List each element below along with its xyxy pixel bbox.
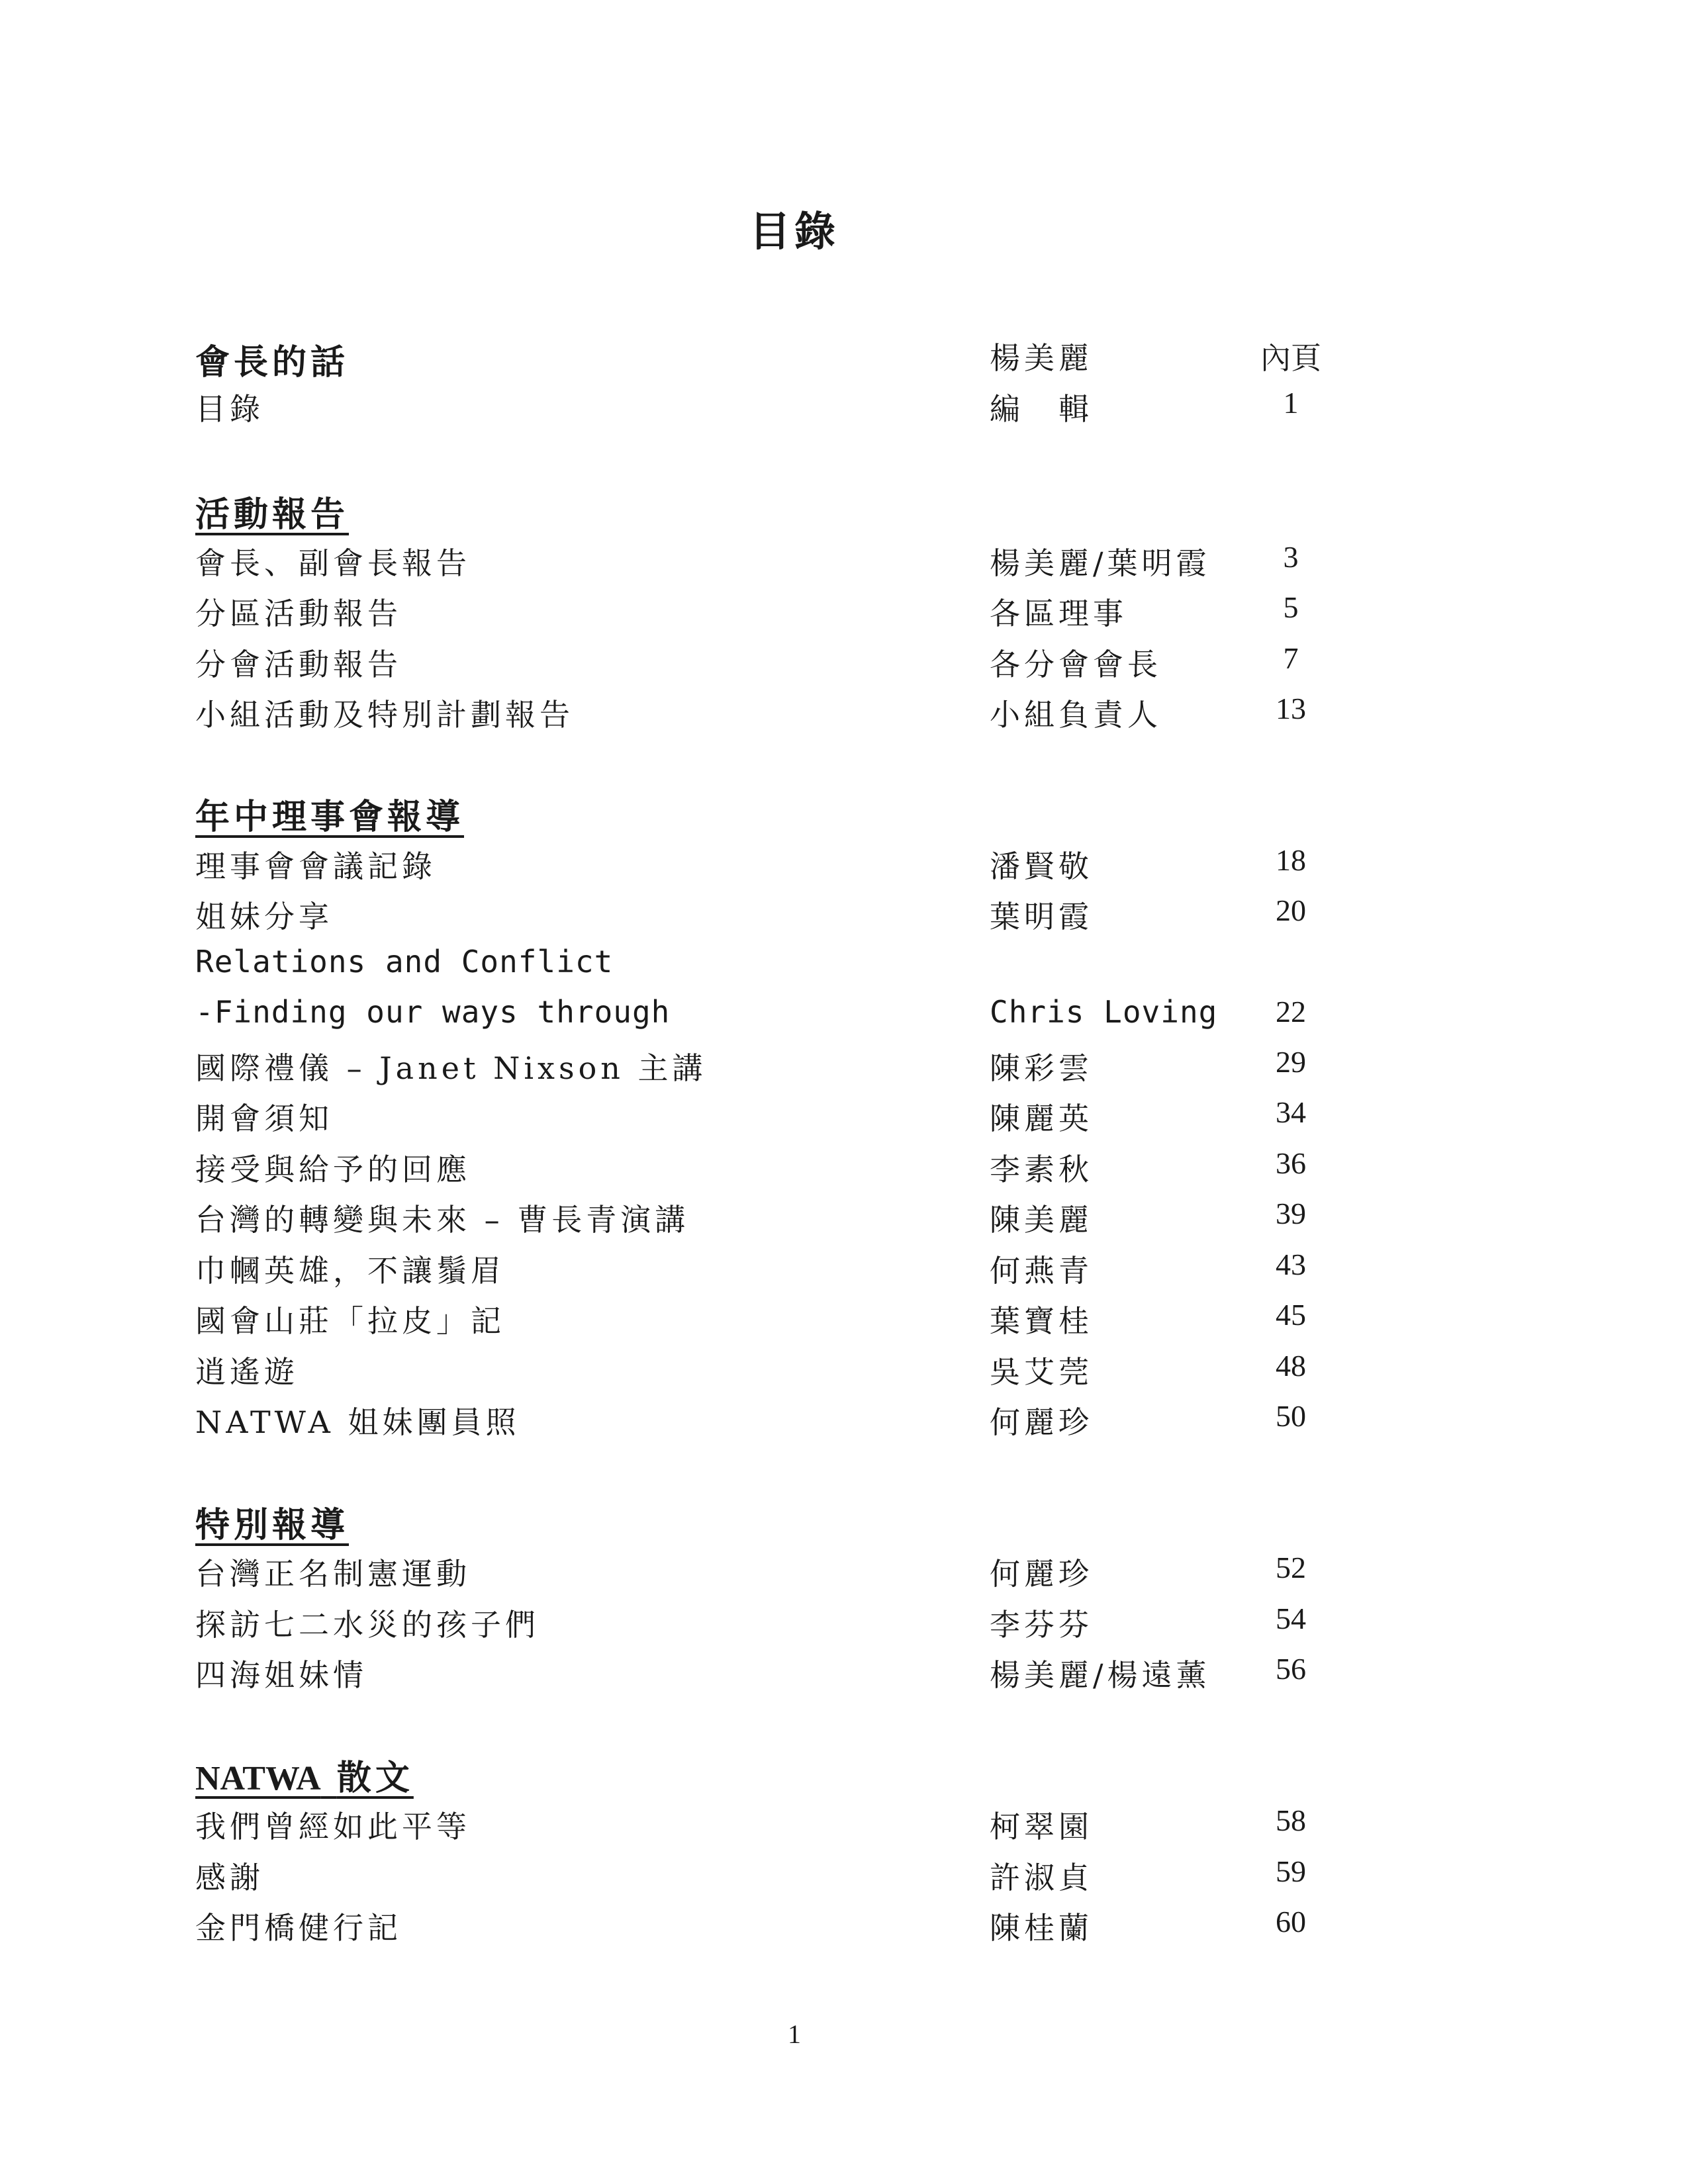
toc-entry [0, 1601, 1688, 1651]
toc-entry [0, 641, 1688, 691]
toc-entry [0, 893, 1688, 943]
entry-page: 5 [1283, 590, 1299, 624]
entry-author: 李素秋 [990, 1152, 1093, 1187]
entry-author: 吳艾莞 [990, 1354, 1093, 1390]
entry-author: Chris Loving [990, 994, 1218, 1030]
page-title: 目錄 [749, 207, 839, 255]
entry-title: 分區活動報告 [195, 596, 402, 631]
entry-title: 探訪七二水災的孩子們 [195, 1607, 539, 1643]
entry-title: Relations and Conflict [195, 944, 614, 979]
entry-page: 43 [1276, 1248, 1306, 1281]
entry-author: 葉寶桂 [990, 1303, 1093, 1339]
entry-page: 52 [1276, 1551, 1306, 1584]
section-heading-text: 散文 [336, 1758, 414, 1798]
toc-entry [0, 1398, 1688, 1449]
entry-page: 60 [1276, 1905, 1306, 1938]
entry-author: 許淑貞 [990, 1860, 1093, 1895]
entry-title: NATWA 姐妹團員照 [195, 1404, 520, 1440]
entry-title: 感謝 [195, 1860, 264, 1895]
section-heading: 年中理事會報導 [195, 797, 465, 837]
section-heading: 活動報告 [195, 494, 350, 535]
entry-author: 柯翠園 [990, 1809, 1093, 1844]
toc-entry [0, 1803, 1688, 1853]
entry-page: 48 [1276, 1349, 1306, 1383]
entry-author: 楊美麗/楊遠薰 [990, 1657, 1211, 1693]
entry-page: 29 [1276, 1045, 1306, 1079]
toc-entry [0, 842, 1688, 893]
entry-author: 陳麗英 [990, 1101, 1093, 1136]
toc-entry [0, 385, 1688, 435]
entry-title: 台灣的轉變與未來 – 曹長青演講 [195, 1202, 690, 1238]
toc-entry [0, 1651, 1688, 1702]
entry-page: 39 [1276, 1197, 1306, 1230]
entry-author: 各區理事 [990, 596, 1127, 631]
entry-page: 34 [1276, 1095, 1306, 1129]
toc-entry [0, 1095, 1688, 1145]
toc-entry [0, 1146, 1688, 1196]
toc-entry [0, 1196, 1688, 1246]
entry-title: 巾幗英雄，不讓鬚眉 [195, 1253, 505, 1289]
entry-author: 潘賢敬 [990, 848, 1093, 884]
entry-title: 目錄 [195, 391, 264, 427]
section-heading: 特別報導 [195, 1505, 350, 1545]
toc-entry [0, 944, 1688, 994]
entry-page: 3 [1283, 540, 1299, 574]
toc-entry [0, 1550, 1688, 1600]
entry-title: 國會山莊「拉皮」記 [195, 1303, 505, 1339]
entry-title: 台灣正名制憲運動 [195, 1556, 471, 1592]
entry-author: 何麗珍 [990, 1556, 1093, 1592]
entry-author: 陳美麗 [990, 1202, 1093, 1238]
page-number: 1 [788, 2019, 801, 2049]
entry-page: 56 [1276, 1652, 1306, 1686]
entry-page: 54 [1276, 1602, 1306, 1635]
entry-page: 內頁 [1260, 341, 1321, 375]
toc-entry [0, 1348, 1688, 1398]
toc-entry [0, 334, 1688, 385]
entry-author: 陳彩雲 [990, 1050, 1093, 1086]
toc-entry [0, 691, 1688, 741]
section-heading-latin: NATWA [195, 1760, 321, 1797]
entry-title: 我們曾經如此平等 [195, 1809, 471, 1844]
entry-page: 50 [1276, 1399, 1306, 1433]
entry-title: 國際禮儀 – Janet Nixson 主講 [195, 1050, 707, 1086]
entry-author: 編 輯 [990, 391, 1093, 427]
entry-title: 接受與給予的回應 [195, 1152, 471, 1187]
entry-author: 何燕青 [990, 1253, 1093, 1289]
entry-title: 分會活動報告 [195, 647, 402, 682]
entry-author: 各分會會長 [990, 647, 1162, 682]
entry-page: 59 [1276, 1854, 1306, 1888]
entry-author: 楊美麗/葉明霞 [990, 545, 1211, 581]
toc-entry [0, 590, 1688, 640]
entry-title: 開會須知 [195, 1101, 333, 1136]
entry-author: 小組負責人 [990, 697, 1162, 733]
entry-page: 1 [1283, 386, 1299, 420]
entry-title: -Finding our ways through [195, 994, 671, 1030]
entry-page: 36 [1276, 1146, 1306, 1180]
entry-title: 姐妹分享 [195, 899, 333, 934]
toc-entry [0, 1904, 1688, 1954]
entry-page: 58 [1276, 1803, 1306, 1837]
entry-title: 會長的話 [195, 342, 350, 383]
entry-author: 何麗珍 [990, 1404, 1093, 1440]
entry-title: 理事會會議記錄 [195, 848, 436, 884]
entry-title: 小組活動及特別計劃報告 [195, 697, 574, 733]
entry-title: 四海姐妹情 [195, 1657, 367, 1693]
toc-entry [0, 1297, 1688, 1347]
toc-entry [0, 1854, 1688, 1904]
entry-page: 20 [1276, 893, 1306, 927]
entry-author: 葉明霞 [990, 899, 1093, 934]
toc-entry [0, 1044, 1688, 1095]
entry-page: 18 [1276, 843, 1306, 877]
entry-page: 45 [1276, 1298, 1306, 1332]
entry-page: 22 [1276, 995, 1306, 1028]
entry-page: 7 [1283, 641, 1299, 675]
toc-entry [0, 994, 1688, 1044]
entry-title: 金門橋健行記 [195, 1910, 402, 1946]
entry-page: 13 [1276, 692, 1306, 725]
entry-author: 楊美麗 [990, 340, 1093, 376]
entry-author: 李芬芬 [990, 1607, 1093, 1643]
entry-title: 逍遙遊 [195, 1354, 299, 1390]
section-heading [195, 1750, 414, 1799]
toc-entry [0, 1247, 1688, 1297]
entry-title: 會長、副會長報告 [195, 545, 471, 581]
entry-author: 陳桂蘭 [990, 1910, 1093, 1946]
toc-entry [0, 539, 1688, 590]
